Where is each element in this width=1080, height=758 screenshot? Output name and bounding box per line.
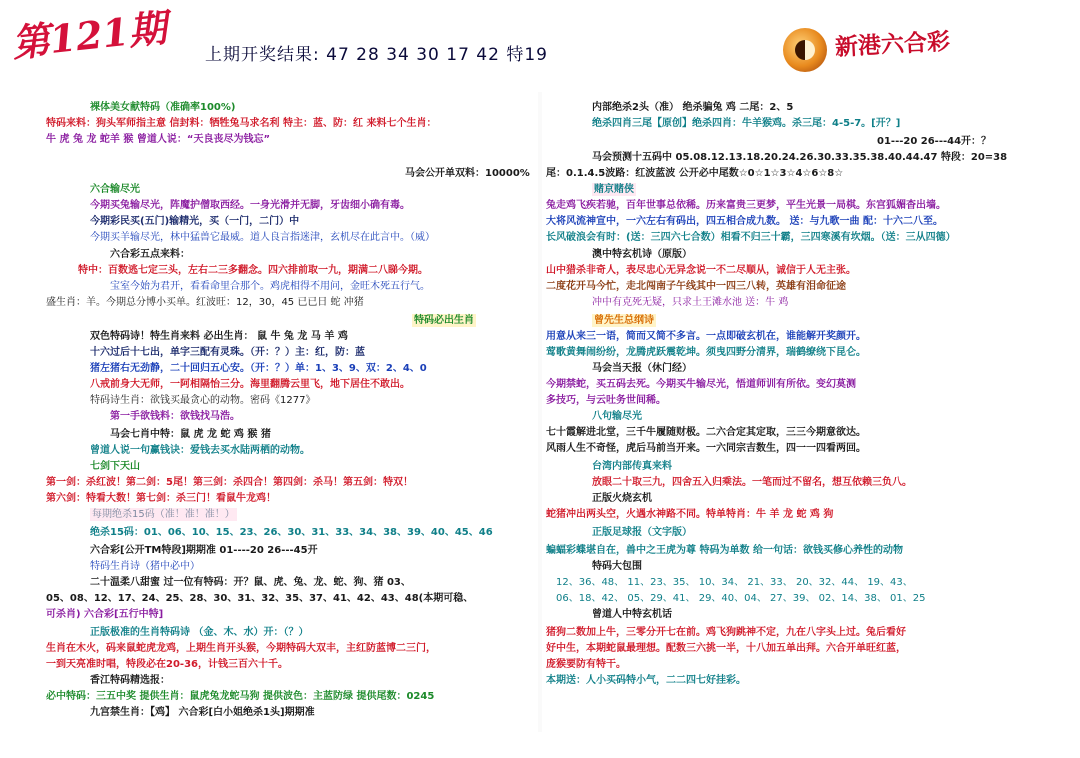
issue-number: 第121期 — [9, 4, 169, 66]
left-text-line: 马会七肖中特：鼠 虎 龙 蛇 鸡 猴 猪 — [110, 429, 271, 440]
right-text-line: 好中生，本期蛇鼠最理想。配数三六挑一半，十八加五单出拜。六合开单旺红蓝， — [546, 643, 906, 654]
left-text-line: 二十温柔八甜蜜 过一位有特码：开？鼠、虎、兔、龙、蛇、狗、猪 03、 — [90, 577, 411, 588]
right-text-line: 特码大包围 — [592, 561, 642, 572]
left-text-line: 生肖在木火，码来鼠蛇虎龙鸡，上期生肖开头猴，今期特码大双丰，主红防蓝博二三门， — [46, 643, 436, 654]
left-text-line: 每期绝杀15码（准！准！准！） — [92, 509, 235, 520]
left-text-line: 宝室今始为君开，看看命里合那个。鸡虎相得不用问，金旺木死五行气。 — [110, 281, 430, 292]
left-text-line: 六合彩[公开TM特段]期期准 01----20 26---45开 — [90, 545, 318, 556]
previous-result: 上期开奖结果: 47 28 34 30 17 42 特19 — [205, 45, 548, 65]
left-text-line: 牛 虎 兔 龙 蛇羊 猴 曾道人说：“天良丧尽为钱忘” — [46, 134, 271, 145]
left-text-line: 必中特码：三五中奖 提供生肖：鼠虎兔龙蛇马狗 提供波色：主蓝防绿 提供尾数：0245 — [46, 691, 435, 702]
right-text-line: 八句输尽光 — [592, 411, 642, 422]
right-text-line: 兔走鸡飞疾若驰，百年世事总依稀。历来富贵三更梦，平生光景一局棋。东宫狐媚杳出墙。 — [546, 200, 946, 211]
left-text-line: 盛生肖：羊。今期总分博小买单。红波旺：12，30，45 已已日 蛇 冲猪 — [46, 297, 364, 308]
left-text-line: 第一手欲钱料：欲钱找马浩。 — [110, 411, 240, 422]
left-text-line: 正版极准的生肖特码诗 （金、木、水）开：（？） — [90, 627, 309, 638]
right-text-line: 长风破浪会有时：(送：三四六七合数）相看不归三十霸，三四寒溪有坎烟。（送：三从四德） — [546, 232, 956, 243]
right-text-line: 蛇猪冲出两头空，火遇水神路不同。特单特肖：牛 羊 龙 蛇 鸡 狗 — [546, 509, 834, 520]
left-text-line: 八戒前身大无师，一阿相隔怡三分。海里翻腾云里飞，地下居住不敢出。 — [90, 379, 410, 390]
right-text-line: 猪狗二数加上牛，三零分开七在前。鸡飞狗跳神不定，九在八字头上过。兔后看好 — [546, 627, 906, 638]
left-text-line: 特中：百数逃七定三头，左右二三多翻念。四六排前取一九，期满二八睇今期。 — [78, 265, 428, 276]
right-text-line: 莺歌黄舞闹纷纷，龙腾虎跃震乾坤。须曳四野分清界，瑞鹤缭绕下昆仑。 — [546, 347, 866, 358]
left-text-line: 六合输尽光 — [90, 184, 140, 195]
left-text-line: 可杀肖) 六合彩[五行中特] — [46, 609, 164, 620]
right-text-line: 正版足球报（文字版） — [592, 527, 692, 538]
left-text-line: 第六剑：特看大数！第七剑：杀三门！看鼠牛龙鸡！ — [46, 493, 276, 504]
left-text-line: 特码诗生肖：欲钱买最贪心的动物。密码《1277》 — [90, 395, 316, 406]
right-text-line: 放眼二十取三九，四舍五入归乘法。一笔而过不留名，想互依赖三负八。 — [592, 477, 912, 488]
right-text-line: 本期送：人小买码特小气，二二四七好挂彩。 — [546, 675, 746, 686]
right-text-line: 01---20 26---44开：？ — [877, 136, 992, 147]
right-text-line: 今期禁蛇，买五码去死。今期买牛输尽光，悟道师训有所依。变幻莫测 — [546, 379, 856, 390]
right-text-line: 澳中特玄机诗（原版） — [592, 249, 692, 260]
brand-logo — [783, 18, 1073, 74]
right-text-line: 正版火烧玄机 — [592, 493, 652, 504]
right-text-line: 七十霞解进北堂，三千牛履随财极。二六合定其定取，三三今期意欲达。 — [546, 427, 866, 438]
right-text-line: 马会预测十五码中 05.08.12.13.18.20.24.26.30.33.35.38.40.44.47 特段：20=38 — [592, 152, 1008, 163]
left-text-line: 九宫禁生肖：【鸡】 六合彩[白小姐绝杀1头]期期准 — [90, 707, 315, 718]
left-text-line: 第一剑：杀红波！第二剑：5尾！第三剑：杀四合！第四剑：杀马！第五剑：特双！ — [46, 477, 413, 488]
left-text-line: 特码来料：狗头军师指主意 信封料：牺牲兔马求名利 特主：蓝、防：红 来料七个生肖： — [46, 118, 437, 129]
left-text-line: 曾道人说一句赢钱诀：爱钱去买水陆两栖的动物。 — [90, 445, 310, 456]
right-text-line: 绝杀四肖三尾【原创】绝杀四肖：牛羊猴鸡。杀三尾：4-5-7。[开？] — [592, 118, 901, 129]
left-text-line: 特码生肖诗（猪中必中） — [90, 561, 200, 572]
right-text-line: 山中猎杀非奇人，表尽忠心无异念说一不二尽顺从，诚信于人无主张。 — [546, 265, 856, 276]
left-text-line: 香江特码精选报： — [90, 675, 170, 686]
left-text-line: 裸体美女献特码（准确率100%) — [90, 102, 236, 113]
right-text-line: 风雨人生不奇怪，虎后马前当开来。一六同宗吉数生，四一一四看两回。 — [546, 443, 866, 454]
left-text-line: 十六过后十七出，单字三配有灵珠。（开：？）主：红，防：蓝 — [90, 347, 365, 358]
right-text-line: 赌京赌侠 — [594, 184, 634, 195]
left-text-line: 六合彩五点来料： — [110, 249, 190, 260]
right-text-line: 06、18、42、 05、29、41、 29、40、04、 27、39、 02、14、38、 01、25 — [556, 593, 926, 604]
right-text-line: 12、36、48、 11、23、35、 10、34、 21、33、 20、32、44、 19、43、 — [556, 577, 913, 588]
left-text-line: 特码必出生肖 — [414, 315, 474, 326]
right-text-line: 多技巧，与云吐务世间稀。 — [546, 395, 666, 406]
right-text-line: 台湾内部传真来料 — [592, 461, 672, 472]
column-divider — [538, 92, 542, 732]
brand-name: 新港六合彩 — [834, 28, 951, 61]
left-text-line: 绝杀15码：01、06、10、15、23、26、30、31、33、34、38、39、40、45、46 — [90, 527, 493, 538]
right-text-line: 蝙蝠彩蝶堪自在，兽中之王虎为尊 特码为单数 给一句话：欲钱买修心养性的动物 — [546, 545, 903, 556]
right-text-line: 二度花开马今忙，走北闯南子午线其中一四三八转，英雄有泪命征途 — [546, 281, 846, 292]
right-text-line: 内部绝杀2头（准） 绝杀骗兔 鸡 二尾：2、5 — [592, 102, 794, 113]
right-text-line: 尾：0.1.4.5波路：红波蓝波 公开必中尾数☆0☆1☆3☆4☆6☆8☆ — [546, 168, 844, 179]
left-text-line: 今期彩民买(五门)输精光，买（一门，二门）中 — [90, 216, 300, 227]
right-text-line: 曾道人中特玄机话 — [592, 609, 672, 620]
left-text-line: 今期买羊输尽光，林中猛兽它最威。道人良言指迷津，玄机尽在此言中。（威） — [90, 232, 435, 243]
left-text-line: 七剑下天山 — [90, 461, 140, 472]
right-text-line: 冲中有克死无疑，只求土王滩水池 送：牛 鸡 — [592, 297, 789, 308]
right-text-line: 曾先生总纲诗 — [594, 315, 654, 326]
left-text-line: 一到天亮准时唱，特段必在20-36，计钱三百六十千。 — [46, 659, 288, 670]
left-text-line: 马会公开单双料：10000% — [405, 168, 530, 179]
right-text-line: 庞猴要防有特干。 — [546, 659, 626, 670]
left-text-line: 今期买兔输尽光，阵魔护僧取西经。一身光滑并无脚，牙齿细小确有毒。 — [90, 200, 410, 211]
right-text-line: 大将风流神宣中，一六左右有码出，四五相合成九数。 送：与九歌一曲 配：十六二八至。 — [546, 216, 943, 227]
left-text-line: 双色特码诗！特生肖来料 必出生肖： 鼠 牛 兔 龙 马 羊 鸡 — [90, 331, 348, 342]
right-text-line: 马会当天报（休门经） — [592, 363, 692, 374]
yin-yang-icon — [795, 40, 815, 60]
right-text-line: 用意从来三一语，简而又简不多言。一点即破玄机在，谁能解开奖颜开。 — [546, 331, 866, 342]
left-text-line: 猪左猪右无劲静，二十回归五心安。（开：？）单：1、3、9、双：2、4、0 — [90, 363, 427, 374]
left-text-line: 05、08、12、17、24、25、28、30、31、32、35、37、41、42、43、48(本期可稳、 — [46, 593, 474, 604]
